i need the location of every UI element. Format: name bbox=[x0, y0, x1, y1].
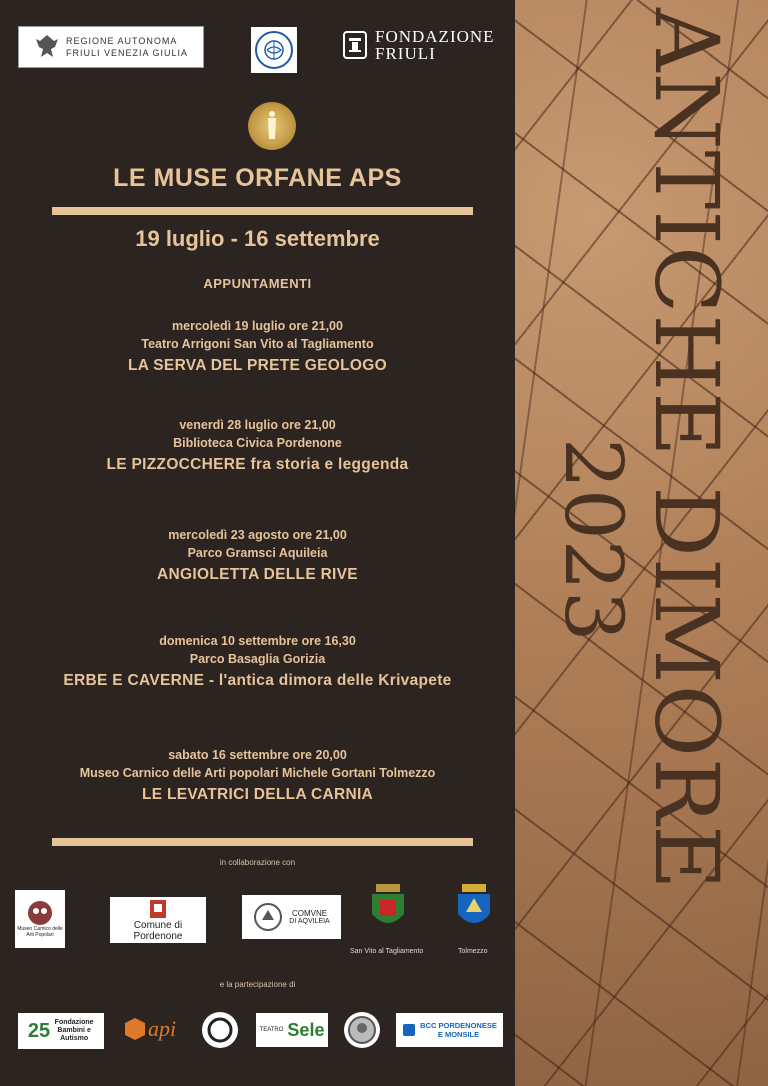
participation-caption: e la partecipazione di bbox=[219, 980, 296, 989]
organizer-title: LE MUSE ORFANE APS bbox=[113, 164, 402, 192]
api-logo bbox=[124, 1011, 184, 1047]
owl-icon bbox=[27, 900, 53, 926]
circle-brand-logo bbox=[202, 1012, 238, 1048]
regione-line2: FRIULI VENEZIA GIULIA bbox=[65, 48, 189, 58]
regione-line1: REGIONE AUTONOMA bbox=[65, 36, 178, 46]
bambini-number: 25 bbox=[27, 1019, 51, 1042]
event-venue: Parco Basaglia Gorizia bbox=[189, 652, 326, 666]
aquileia-seal-icon bbox=[253, 902, 283, 932]
teatro-big: Sele bbox=[287, 1019, 325, 1040]
eagle-icon bbox=[34, 33, 60, 61]
fondazione-line1: FONDAZIONE bbox=[375, 27, 495, 46]
event-venue: Parco Gramsci Aquileia bbox=[187, 546, 328, 560]
event-datetime: mercoledì 19 luglio ore 21,00 bbox=[172, 319, 343, 333]
circular-seal-logo bbox=[251, 27, 297, 73]
fondazione-mark-icon bbox=[343, 31, 367, 59]
aquileia-line1: COMVNE bbox=[291, 909, 328, 918]
regione-logo bbox=[18, 26, 204, 68]
medallion-logo bbox=[344, 1012, 380, 1048]
event-datetime: sabato 16 settembre ore 20,00 bbox=[168, 748, 347, 762]
divider-top bbox=[52, 207, 473, 215]
museo-carnico-logo bbox=[15, 890, 65, 948]
muse-orfane-emblem-icon bbox=[248, 102, 296, 150]
vertical-title-main: ANTICHE DIMORE bbox=[635, 8, 739, 891]
event-venue: Museo Carnico delle Arti popolari Michele Gortani Tolmezzo bbox=[79, 766, 436, 780]
pordenone-name: Comune di Pordenone bbox=[133, 920, 183, 942]
divider-bottom bbox=[52, 838, 473, 846]
san-vito-caption: San Vito al Tagliamento bbox=[350, 948, 424, 955]
bcc-text: BCC PORDENONESE E MONSILE bbox=[420, 1021, 497, 1039]
city-crest-icon bbox=[146, 898, 170, 920]
api-text: api bbox=[148, 1016, 177, 1041]
event-title: LA SERVA DEL PRETE GEOLOGO bbox=[128, 357, 387, 374]
aquileia-line2: DI AQVILEIA bbox=[289, 918, 330, 925]
event-datetime: mercoledì 23 agosto ore 21,00 bbox=[168, 528, 347, 542]
medallion-icon bbox=[347, 1015, 377, 1045]
date-range: 19 luglio - 16 settembre bbox=[135, 226, 380, 251]
fondazione-bambini-autismo-logo bbox=[18, 1013, 104, 1049]
bcc-pordenonese-logo bbox=[396, 1013, 503, 1047]
cracked-earth-panel bbox=[515, 0, 768, 1086]
event-item bbox=[0, 317, 515, 379]
hexagon-icon bbox=[124, 1017, 146, 1041]
event-title: ERBE E CAVERNE - l'antica dimora delle Krivapete bbox=[63, 672, 452, 689]
bcc-mark-icon bbox=[402, 1023, 416, 1037]
event-item bbox=[0, 416, 515, 478]
event-datetime: domenica 10 settembre ore 16,30 bbox=[159, 634, 356, 648]
event-title: ANGIOLETTA DELLE RIVE bbox=[157, 566, 358, 583]
teatro-sele-logo bbox=[256, 1013, 328, 1047]
fondazione-friuli-logo bbox=[343, 28, 495, 62]
globe-icon bbox=[255, 31, 293, 69]
event-datetime: venerdì 28 luglio ore 21,00 bbox=[179, 418, 336, 432]
tolmezzo-caption: Tolmezzo bbox=[458, 948, 488, 955]
event-item bbox=[0, 632, 515, 694]
event-title: LE LEVATRICI DELLA CARNIA bbox=[141, 786, 374, 803]
comune-pordenone-logo bbox=[110, 897, 206, 943]
ring-icon bbox=[206, 1016, 234, 1044]
vertical-title-year: 2023 bbox=[547, 438, 641, 642]
event-venue: Teatro Arrigoni San Vito al Tagliamento bbox=[141, 337, 374, 351]
event-title: LE PIZZOCCHERE fra storia e leggenda bbox=[106, 456, 409, 473]
fondazione-line2: FRIULI bbox=[375, 44, 436, 63]
tolmezzo-crest-icon bbox=[454, 882, 494, 934]
comune-aquileia-logo bbox=[242, 895, 341, 939]
teatro-small: TEATRO bbox=[259, 1027, 284, 1033]
museo-name: Museo Carnico delle Arti Popolari bbox=[17, 926, 63, 938]
event-venue: Biblioteca Civica Pordenone bbox=[173, 436, 342, 450]
event-item bbox=[0, 746, 515, 808]
bambini-text: Fondazione Bambini e Autismo bbox=[54, 1019, 94, 1042]
section-heading: APPUNTAMENTI bbox=[203, 276, 312, 291]
event-item bbox=[0, 526, 515, 588]
collaboration-caption: in collaborazione con bbox=[219, 858, 296, 867]
san-vito-crest-icon bbox=[368, 882, 408, 934]
vertical-title bbox=[515, 0, 768, 1086]
